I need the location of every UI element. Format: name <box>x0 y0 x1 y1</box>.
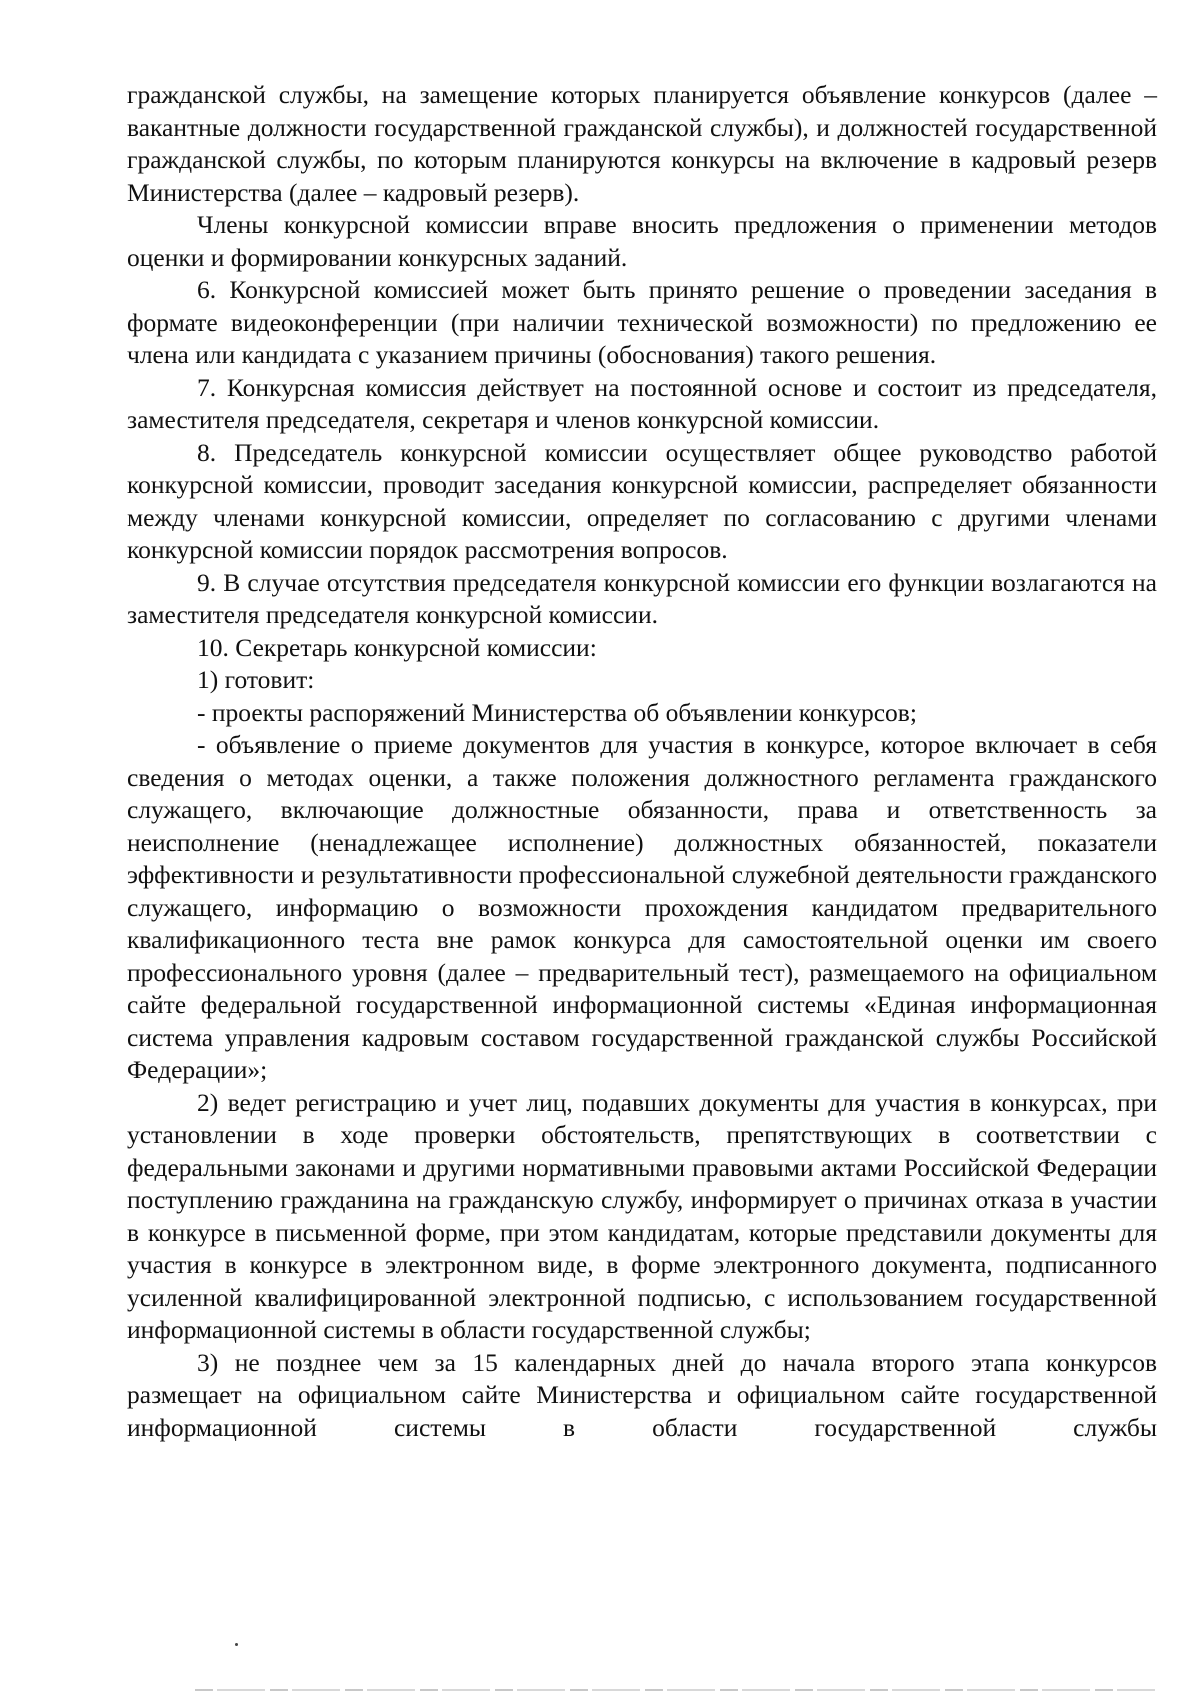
paragraph-dash-orders: - проекты распоряжений Министерства об объявлении конкурсов; <box>197 697 917 727</box>
paragraph-item-10: 10. Секретарь конкурсной комиссии: <box>197 632 597 662</box>
paragraph-subitem-3: 3) не позднее чем за 15 календарных дней до начала второго этапа конкурсов размещает на официальном сайте Министерства и официальном сайте государственной информационной системы в области государственной службы <box>127 1347 1157 1442</box>
paragraph-item-7: 7. Конкурсная комиссия действует на постоянной основе и состоит из председателя, заместителя председателя, секретаря и членов конкурсной комиссии. <box>127 372 1157 434</box>
paragraph-item-6: 6. Конкурсной комиссией может быть принято решение о проведении заседания в формате видеоконференции (при наличии технической возможности) по предложению ее члена или кандидата с указанием причины (обоснования) такого решения. <box>127 275 1157 369</box>
paragraph-continuation: гражданской службы, на замещение которых планируется объявление конкурсов (далее – вакантные должности государственной гражданской службы), и должностей государственной гражданской службы, по которым планируются конкурсы на включение в кадровый резерв Министерства (далее – кадровый резерв). <box>127 80 1157 207</box>
paragraph-subitem-2: 2) ведет регистрацию и учет лиц, подавших документы для участия в конкурсах, при установлении в ходе проверки обстоятельств, препятствующих в соответствии с федеральными законами и другими нормативными правовыми актами Российской Федерации поступлению гражданина на гражданскую службу, информирует о причинах отказа в участии в конкурсе в письменной форме, при этом кандидатам, которые представили документы для участия в конкурсе в электронном виде, в форме электронного документа, подписанного усиленной квалифицированной электронной подписью, с использованием государственной информационной системы в области государственной службы; <box>127 1087 1157 1344</box>
scan-bottom-edge <box>195 1689 1155 1691</box>
paragraph-subitem-1: 1) готовит: <box>197 665 315 694</box>
document-body <box>127 79 1157 1444</box>
paragraph-members-proposals: Члены конкурсной комиссии вправе вносить предложения о применении методов оценки и формировании конкурсных заданий. <box>127 210 1157 272</box>
paragraph-item-8: 8. Председатель конкурсной комиссии осуществляет общее руководство работой конкурсной комиссии, проводит заседания конкурсной комиссии, распределяет обязанности между членами конкурсной комиссии, определяет по согласованию с другими членами конкурсной комиссии порядок рассмотрения вопросов. <box>127 437 1157 564</box>
scan-speck <box>235 1643 238 1646</box>
paragraph-item-9: 9. В случае отсутствия председателя конкурсной комиссии его функции возлагаются на заместителя председателя конкурсной комиссии. <box>127 567 1157 629</box>
paragraph-dash-announcement: - объявление о приеме документов для участия в конкурсе, которое включает в себя сведения о методах оценки, а также положения должностного регламента гражданского служащего, включающие должностные обязанности, права и ответственность за неисполнение (ненадлежащее исполнение) должностных обязанностей, показатели эффективности и результативности профессиональной служебной деятельности гражданского служащего, информацию о возможности прохождения кандидатом предварительного квалификационного теста вне рамок конкурса для самостоятельной оценки им своего профессионального уровня (далее – предварительный тест), размещаемого на официальном сайте федеральной государственной информационной системы «Единая информационная система управления кадровым составом государственной гражданской службы Российской Федерации»; <box>127 730 1157 1084</box>
